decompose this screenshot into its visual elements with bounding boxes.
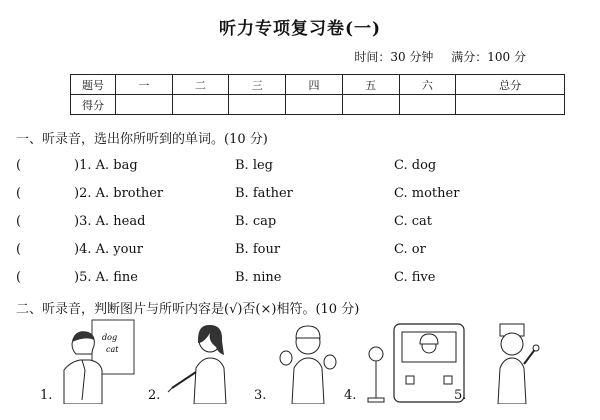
option-a: )1. A. bag	[74, 158, 138, 173]
option-c: C. cat	[394, 214, 433, 229]
option-b: B. leg	[235, 158, 273, 173]
question-row	[16, 158, 576, 176]
question-row	[16, 186, 576, 204]
option-c: C. mother	[394, 186, 460, 201]
score-input-cell[interactable]	[229, 95, 286, 115]
score-input-cell[interactable]	[456, 95, 565, 115]
option-c: C. or	[394, 242, 426, 257]
full-score: 满分：100 分	[451, 50, 526, 64]
score-input-cell[interactable]	[286, 95, 343, 115]
board-word: dog	[102, 333, 118, 342]
option-a: )3. A. head	[74, 214, 146, 229]
score-cell: 五	[342, 75, 399, 95]
score-table-header-row	[71, 75, 565, 95]
score-input-cell[interactable]	[342, 95, 399, 115]
boy-hands-icon	[268, 318, 348, 404]
option-b: B. father	[235, 186, 293, 201]
picture-label: 3.	[254, 388, 267, 403]
picture-label: 1.	[40, 388, 53, 403]
teacher-board-icon	[58, 318, 138, 404]
picture-label: 2.	[148, 388, 161, 403]
score-cell: 一	[116, 75, 173, 95]
score-cell: 三	[229, 75, 286, 95]
exam-info	[340, 48, 526, 65]
picture-label: 5.	[454, 388, 467, 403]
option-c: C. five	[394, 270, 436, 285]
time-limit: 时间：30 分钟	[354, 50, 434, 64]
picture-label: 4.	[344, 388, 357, 403]
score-input-cell[interactable]	[116, 95, 173, 115]
answer-paren[interactable]: (	[16, 242, 22, 257]
girl-pointer-icon	[166, 318, 250, 404]
option-a: )2. A. brother	[74, 186, 164, 201]
score-cell: 二	[172, 75, 229, 95]
option-a: )5. A. fine	[74, 270, 138, 285]
question-row	[16, 270, 576, 288]
section2-heading: 二、听录音，判断图片与所听内容是(√)否(×)相符。(10 分)	[16, 302, 360, 317]
question-row	[16, 214, 576, 232]
section1-heading: 一、听录音，选出你所听到的单词。(10 分)	[16, 132, 268, 147]
answer-paren[interactable]: (	[16, 270, 22, 285]
score-cell: 题号	[71, 75, 116, 95]
score-input-cell[interactable]	[399, 95, 456, 115]
score-cell: 四	[286, 75, 343, 95]
answer-paren[interactable]: (	[16, 158, 22, 173]
score-cell: 总分	[456, 75, 565, 95]
board-word: cat	[106, 345, 119, 354]
boy-cap-icon	[478, 318, 548, 404]
answer-paren[interactable]: (	[16, 186, 22, 201]
score-cell: 六	[399, 75, 456, 95]
option-c: C. dog	[394, 158, 437, 173]
score-cell: 得分	[71, 95, 116, 115]
question-row	[16, 242, 576, 260]
score-input-cell[interactable]	[172, 95, 229, 115]
option-b: B. nine	[235, 270, 282, 285]
option-b: B. cap	[235, 214, 277, 229]
page-title: 听力专项复习卷(一)	[218, 19, 382, 39]
option-b: B. four	[235, 242, 281, 257]
score-table	[70, 74, 565, 115]
answer-paren[interactable]: (	[16, 214, 22, 229]
score-table-score-row	[71, 95, 565, 115]
option-a: )4. A. your	[74, 242, 144, 257]
